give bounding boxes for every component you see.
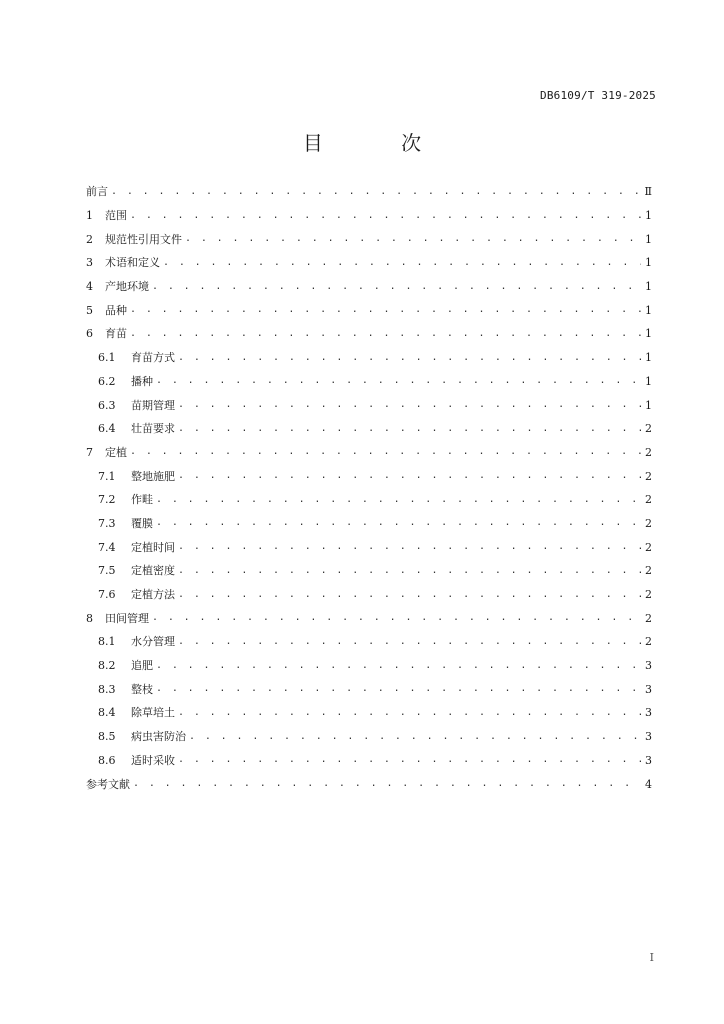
toc-entry-number: 8.1 [98, 635, 116, 649]
toc-entry-label: 田间管理 [105, 611, 149, 625]
toc-entry-label: 水分管理 [131, 635, 175, 649]
toc-entry-number: 8.2 [98, 659, 116, 673]
toc-leader-dots [152, 282, 641, 292]
toc-leader-dots [152, 613, 641, 623]
toc-leader-dots [163, 258, 641, 268]
toc-entry[interactable] [86, 227, 652, 251]
toc-entry-page: 1 [645, 327, 652, 341]
page-number-footer: I [649, 951, 654, 964]
toc-entry-number: 8.6 [98, 753, 116, 767]
toc-entry-number: 6.2 [98, 374, 116, 388]
toc-leader-dots [178, 542, 641, 552]
toc-entry-label: 播种 [131, 374, 153, 388]
toc-leader-dots [178, 566, 641, 576]
toc-entry-number: 4 [86, 280, 93, 294]
toc-entry-number: 6.3 [98, 398, 116, 412]
toc-entry-label: 前言 [86, 185, 108, 199]
toc-leader-dots [111, 187, 641, 197]
toc-entry[interactable] [86, 772, 652, 796]
toc-leader-dots [178, 353, 641, 363]
toc-entry[interactable] [86, 441, 652, 465]
toc-leader-dots [178, 637, 641, 647]
toc-entry-label: 定植密度 [131, 564, 175, 578]
toc-entry-label: 品种 [105, 303, 127, 317]
toc-entry[interactable] [86, 322, 652, 346]
toc-entry-label: 病虫害防治 [131, 730, 186, 744]
toc-entry-page: 2 [645, 588, 652, 602]
toc-entry[interactable] [86, 204, 652, 228]
toc-entry-label: 定植时间 [131, 540, 175, 554]
toc-entry-page: 3 [645, 753, 652, 767]
toc-entry-label: 追肥 [131, 659, 153, 673]
toc-entry[interactable] [86, 583, 652, 607]
toc-entry-number: 3 [86, 256, 93, 270]
toc-entry-page: 2 [645, 493, 652, 507]
toc-leader-dots [130, 329, 641, 339]
page-title: 目 次 [302, 131, 458, 155]
toc-entry-number: 6.4 [98, 422, 116, 436]
toc-entry-number: 7.3 [98, 516, 116, 530]
toc-entry-number: 7.2 [98, 493, 116, 507]
toc-entry[interactable] [86, 701, 652, 725]
toc-entry-page: 1 [645, 209, 652, 223]
toc-entry-page: 2 [645, 469, 652, 483]
toc-entry-label: 作畦 [131, 493, 153, 507]
toc-entry-label: 规范性引用文件 [105, 232, 182, 246]
toc-entry[interactable] [86, 677, 652, 701]
toc-entry-label: 壮苗要求 [131, 422, 175, 436]
toc-entry[interactable] [86, 275, 652, 299]
toc-entry-label: 除草培土 [131, 706, 175, 720]
toc-entry-page: 3 [645, 659, 652, 673]
toc-entry[interactable] [86, 370, 652, 394]
toc-entry[interactable] [86, 393, 652, 417]
toc-entry-page: 4 [645, 777, 652, 791]
toc-leader-dots [178, 424, 641, 434]
table-of-contents [86, 180, 652, 796]
toc-entry-number: 6.1 [98, 351, 116, 365]
toc-leader-dots [133, 779, 641, 789]
toc-entry-page: 2 [645, 564, 652, 578]
toc-entry-page: 2 [645, 422, 652, 436]
toc-entry-label: 整地施肥 [131, 469, 175, 483]
toc-entry-page: 1 [645, 256, 652, 270]
toc-entry-page: 1 [645, 232, 652, 246]
toc-entry[interactable] [86, 464, 652, 488]
toc-leader-dots [130, 305, 641, 315]
toc-entry-label: 定植方法 [131, 588, 175, 602]
toc-entry-label: 整枝 [131, 682, 153, 696]
toc-entry[interactable] [86, 630, 652, 654]
toc-entry-number: 8.4 [98, 706, 116, 720]
toc-entry-page: 1 [645, 351, 652, 365]
toc-entry-label: 定植 [105, 445, 127, 459]
document-number: DB6109/T 319-2025 [540, 89, 656, 102]
toc-entry-number: 7.4 [98, 540, 116, 554]
toc-leader-dots [178, 708, 641, 718]
toc-entry-page: 2 [645, 540, 652, 554]
toc-entry[interactable] [86, 559, 652, 583]
toc-entry[interactable] [86, 725, 652, 749]
toc-entry-number: 8.3 [98, 682, 116, 696]
toc-leader-dots [185, 234, 641, 244]
toc-entry-number: 5 [86, 303, 93, 317]
toc-entry-label: 育苗 [105, 327, 127, 341]
toc-entry-page: 2 [645, 611, 652, 625]
toc-entry-page: 1 [645, 398, 652, 412]
toc-entry[interactable] [86, 606, 652, 630]
toc-entry-number: 7 [86, 445, 93, 459]
toc-entry-page: 2 [645, 516, 652, 530]
toc-entry-number: 2 [86, 232, 93, 246]
toc-entry-label: 术语和定义 [105, 256, 160, 270]
toc-entry-page: 1 [645, 303, 652, 317]
toc-entry-label: 范围 [105, 209, 127, 223]
toc-leader-dots [156, 661, 641, 671]
toc-entry-label: 产地环境 [105, 280, 149, 294]
toc-leader-dots [156, 684, 641, 694]
toc-entry-page: 3 [645, 706, 652, 720]
toc-entry-label: 覆膜 [131, 516, 153, 530]
toc-entry-page: 2 [645, 445, 652, 459]
toc-entry-number: 7.5 [98, 564, 116, 578]
toc-entry-page: Ⅱ [644, 185, 652, 199]
toc-leader-dots [178, 590, 641, 600]
toc-entry[interactable] [86, 298, 652, 322]
toc-entry[interactable] [86, 180, 652, 204]
toc-leader-dots [178, 755, 641, 765]
toc-entry-page: 2 [645, 635, 652, 649]
toc-leader-dots [130, 211, 641, 221]
toc-entry-number: 6 [86, 327, 93, 341]
toc-entry-page: 1 [645, 280, 652, 294]
toc-entry-number: 1 [86, 209, 93, 223]
toc-entry-label: 苗期管理 [131, 398, 175, 412]
toc-entry-number: 8.5 [98, 730, 116, 744]
toc-entry[interactable] [86, 417, 652, 441]
toc-entry-label: 参考文献 [86, 777, 130, 791]
toc-leader-dots [130, 447, 641, 457]
toc-leader-dots [156, 518, 641, 528]
toc-entry-number: 7.1 [98, 469, 116, 483]
toc-entry-page: 3 [645, 682, 652, 696]
toc-entry-label: 适时采收 [131, 753, 175, 767]
toc-entry[interactable] [86, 488, 652, 512]
toc-leader-dots [178, 471, 641, 481]
toc-leader-dots [178, 400, 641, 410]
toc-entry-number: 8 [86, 611, 93, 625]
toc-entry[interactable] [86, 535, 652, 559]
toc-leader-dots [189, 732, 641, 742]
toc-entry[interactable] [86, 251, 652, 275]
toc-entry[interactable] [86, 749, 652, 773]
toc-entry-page: 3 [645, 730, 652, 744]
toc-entry[interactable] [86, 654, 652, 678]
toc-entry[interactable] [86, 346, 652, 370]
toc-leader-dots [156, 376, 641, 386]
toc-entry-number: 7.6 [98, 588, 116, 602]
toc-entry-page: 1 [645, 374, 652, 388]
toc-entry-label: 育苗方式 [131, 351, 175, 365]
toc-leader-dots [156, 495, 641, 505]
toc-entry[interactable] [86, 512, 652, 536]
